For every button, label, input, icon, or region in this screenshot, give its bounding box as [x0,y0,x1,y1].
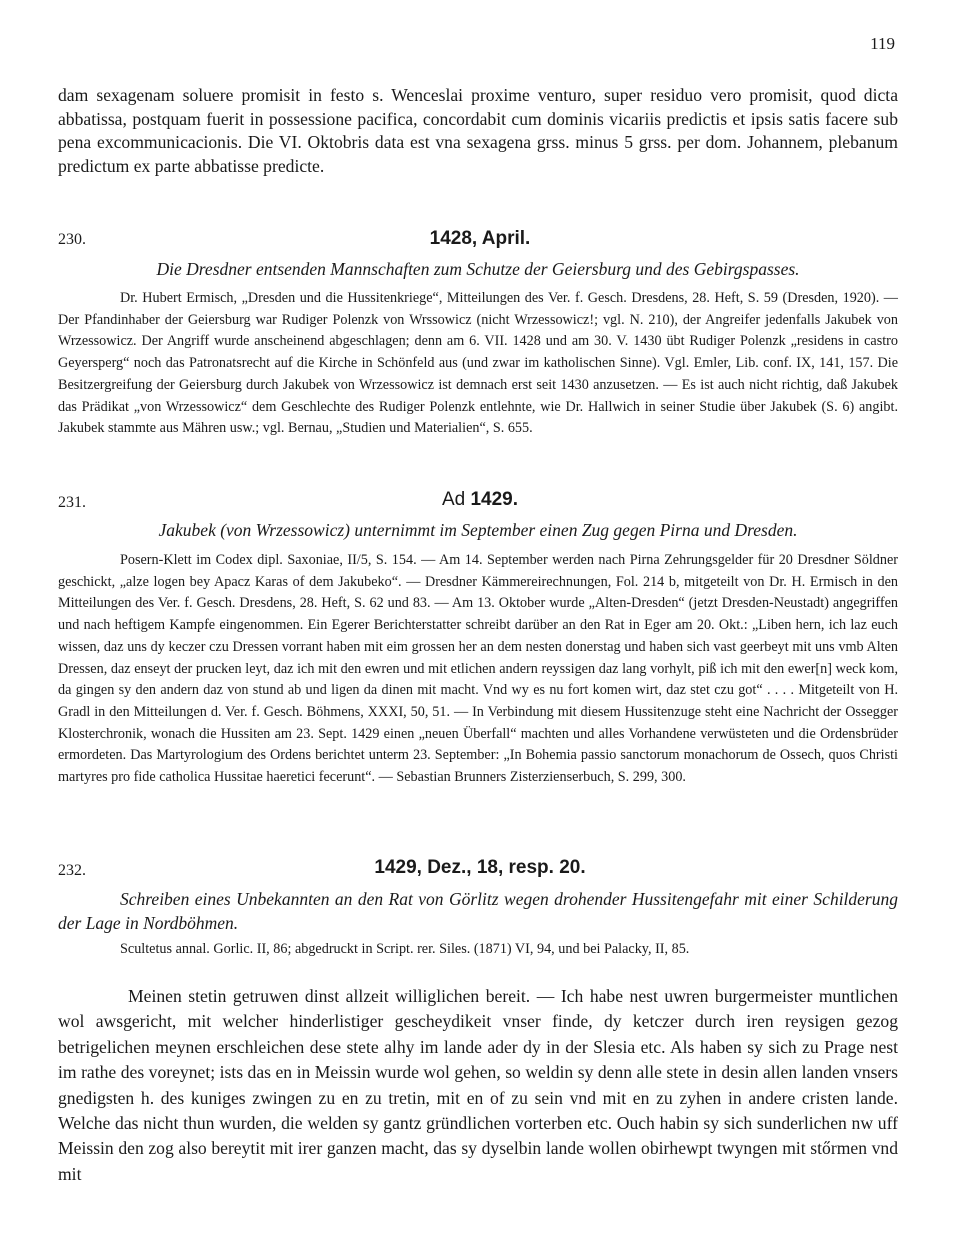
entry-notes: Posern-Klett im Codex dipl. Saxoniae, II/5, S. 154. — Am 14. September werden nach Pirna Zehrungsgelder für 20 Dresdner Söldner geschickt, „alze logen bey Apacz Karas of dem Jakubeko“. — Dresdner Kämmereirechnungen, Fol. 214 b, mitgeteilt von Dr. H. Ermisch in den Mitteilungen des Ver. f. Gesch. Dresdens, 28. Heft, S. 62 und 83. — Am 13. Oktober wurde „Alten-Dresden“ (jetzt Dresden-Neustadt) angegriffen und nach heftigem Kampfe eingenommen. Ein Egerer Berichterstatter schreibt darüber an den Rat in Eger am 20. Okt.: „Liben hern, ich laz euch wissen, daz uns dy keczer czu Dressen vorrant haben mit eim grossen her an dem nesten donerstag und haben sich vast geerbeyt mit uns vmb Alten Dressen, daz enseyt der prucken leyt, daz ich mit den ewren und mit etlichen andern reyssigen daz lang vorhylt, piß ich mit den ewer[n] weck kom, da gingen sy den andern daz von stund ab und ligen da dinen mit macht. Vnd wy es nu fort komen wirt, daz stet czu got“ . . . . Mitgeteilt von H. Gradl in den Mitteilungen d. Ver. f. Gesch. Böhmens, XXXI, 50, 51. — In Verbindung mit diesem Hussitenzuge steht eine Nachricht der Ossegger Klosterchronik, wonach die Hussiten am 23. Sept. 1429 einen „neuen Überfall“ machten und alles Vorhandene verwüsteten und die Ordensbrüder ermordeten. Das Martyrologium des Ordens berichtet unterm 23. September: „In Bohemia passio sanctorum monachorum de Ossech, quos Christi martyres pro fide catholica Hussitae haeretici fecerunt“. — Sebastian Brunners Zisterzienserbuch, S. 299, 300. [58,552,898,786]
entry-title: Die Dresdner entsenden Mannschaften zum Schutze der Geiersburg und des Gebirgspasses. [156,259,800,279]
entry-title: Jakubek (von Wrzessowicz) unternimmt im September einen Zug gegen Pirna und Dresden. [158,520,798,540]
entry-title: Schreiben eines Unbekannten an den Rat von Görlitz wegen drohender Hussitengefahr mit einer Schilderung der Lage in Nordböhmen. [58,889,898,933]
entry-notes: Scultetus annal. Gorlic. II, 86; abgedruckt in Script. rer. Siles. (1871) VI, 94, und bei Palacky, II, 85. [120,941,690,957]
entry-number: 232. [58,862,86,879]
entry-date: 1428, April. [429,228,531,249]
entry-date-prefix: Ad [441,489,471,510]
entry-date [0,489,960,511]
entry-notes: Dr. Hubert Ermisch, „Dresden und die Hussitenkriege“, Mitteilungen des Ver. f. Gesch. Dresdens, 28. Heft, S. 59 (Dresden, 1920). — Der Pfandinhaber der Geiersburg war Rudiger Polenzk von Wrssowicz (nicht Wrzessowicz!; vgl. N. 210), der Angreifer jedenfalls Jakubek von Wrzessowicz. Der Angriff wurde anscheinend abgeschlagen; denn am 6. VII. 1428 und am 30. V. 1430 übt Rudiger Polenzk „residens in castro Geyersperg“ noch das Patronatsrecht auf die Kirche in Schönfeld aus (und zwar im katholischen Sinne). Vgl. Emler, Lib. conf. IX, 141, 157. Die Besitzergreifung der Geiersburg durch Jakubek von Wrzessowicz ist demnach erst seit 1430 anzusetzen. — Es ist auch nicht richtig, daß Jakubek das Prädikat „von Wrzessowicz“ dem Geschlechte des Rudiger Polenzk entlehnte, wie Dr. Hallwich in seiner Studie über Jakubek (S. 6) angibt. Jakubek stammte aus Mähren usw.; vgl. Bernau, „Studien und Materialien“, S. 655. [58,290,898,437]
page-number: 119 [870,34,895,53]
entry-date: 1429, Dez., 18, resp. 20. [374,857,586,878]
intro-paragraph: dam sexagenam soluere promisit in festo s. Wenceslai proxime venturo, super residuo vero promisit, quod dicta abbatissa, postquam fuerit in possessione pacifica, concordabit cum dominis vicariis predictis et ipsis satis facere sub pena excommunicacionis. Die VI. Oktobris data est vna sexagena grss. minus 5 grss. per dom. Johannem, plebanum predictum ex parte abbatisse predicte. [58,85,898,176]
entry-date-year: 1429. [470,489,519,510]
entry-number: 231. [58,494,86,511]
entry-number: 230. [58,231,86,248]
letter-text: Meinen stetin getruwen dinst allzeit williglichen bereit. — Ich habe nest uwren burgermeister muntlichen wol awsgericht, mit welcher hinderlistiger gescheydikeit vnser finde, dy ketczer durch iren reysigen gezog betrigelichen meynen erschleichen dese stete alhy im lande ader dy in der Slesia etc. Als haben sy sich zu Prage nest im rathe des voreynet; ists das en in Meissin wurde wol gehen, so weldin sy denn alle stete in desin allen landen vnsers gnedigsten h. des kuniges zwingen zu en zu tretin, mit en of zu sein vnd mit en zu zyhen in andere cristen lande. Welche das nicht thun wurden, die welden sy gantz gründlichen vorterben etc. Ouch habin sy sich sunderlichen nw uff Meissin den zog also bereytit mit irer ganzen macht, das sy dyselbin lande wollen obirhewpt twyngen mit stőrmen vnd mit [58,986,898,1184]
